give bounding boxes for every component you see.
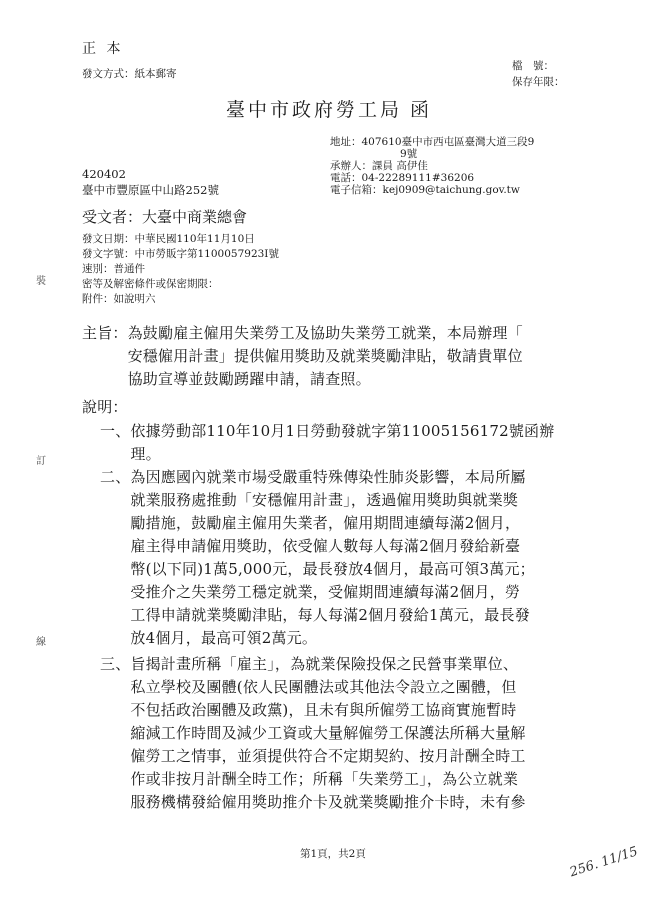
paragraph-line: 服務機構發給僱用獎助推介卡及就業獎勵推介卡時，未有參 — [100, 793, 526, 811]
margin-mark-line: 線 — [36, 637, 46, 648]
recipient-postal: 420402 — [82, 167, 126, 181]
paragraph-line: 受推介之失業勞工穩定就業，受僱期間連續每滿2個月，勞 — [100, 583, 521, 601]
issuing-org: 臺中市政府勞工局 — [226, 99, 403, 121]
phone: 電話：04-22289111#36206 — [330, 172, 475, 184]
recipient-name: 受文者：大臺中商業總會 — [82, 208, 248, 226]
margin-mark-staple: 訂 — [36, 456, 46, 467]
handler: 承辦人：課員 高伊佳 — [330, 160, 428, 172]
paragraph-line: 私立學校及團體(依人民團體法或其他法令設立之團體，但 — [100, 678, 517, 696]
doc-type: 函 — [410, 99, 433, 121]
attachment: 附件：如說明六 — [82, 293, 156, 305]
doc-number: 發文字號：中市勞販字第1100057923I號 — [82, 248, 279, 260]
paragraph-line: 工得申請就業獎勵津貼，每人每滿2個月發給1萬元，最長發 — [100, 606, 530, 624]
email: 電子信箱：kej0909@taichung.gov.tw — [330, 184, 520, 196]
page-number: 第1頁，共2頁 — [300, 848, 366, 860]
paragraph-line: 縮減工作時間及減少工資或大量解僱勞工保護法所稱大量解 — [100, 724, 526, 742]
paragraph-line: 一、依據勞動部110年10月1日勞動發就字第11005156172號函辦 — [100, 422, 555, 440]
paragraph-line: 不包括政治團體及政黨)，且未有與所僱勞工協商實施暫時 — [100, 701, 517, 719]
sender-address-cont: 9號 — [400, 148, 418, 160]
paragraph-line: 二、為因應國內就業市場受嚴重特殊傳染性肺炎影響，本局所屬 — [100, 468, 526, 486]
speed: 速別：普通件 — [82, 263, 145, 275]
paragraph-line: 三、旨揭計畫所稱「雇主」，為就業保險投保之民營事業單位、 — [100, 655, 519, 673]
paragraph-line: 僱勞工之情事，並須提供符合不定期契約、按月計酬全時工 — [100, 747, 526, 765]
paragraph-line: 放4個月，最高可領2萬元。 — [100, 629, 318, 647]
paragraph-line: 理。 — [100, 445, 161, 463]
subject-line: 協助宣導並鼓勵踴躍申請，請查照。 — [82, 370, 371, 388]
margin-mark-bind: 裝 — [36, 276, 46, 287]
subject-line: 安穩僱用計畫」提供僱用獎助及就業獎勵津貼，敬請貴單位 — [82, 347, 523, 365]
copy-mark: 正 本 — [82, 41, 124, 57]
paragraph-line: 作或非按月計酬全時工作；所稱「失業勞工」，為公立就業 — [100, 770, 519, 788]
handwritten-note: 256. 11/15 — [568, 844, 640, 881]
paragraph-line: 就業服務處推動「安穩僱用計畫」，透過僱用獎助與就業獎 — [100, 491, 519, 509]
recipient-address: 臺中市豐原區中山路252號 — [82, 183, 219, 197]
sender-address: 地址：407610臺中市西屯區臺灣大道三段9 — [330, 136, 535, 148]
send-method: 發文方式：紙本郵寄 — [82, 68, 177, 80]
retention-label: 保存年限： — [512, 76, 565, 88]
issue-date: 發文日期：中華民國110年11月10日 — [82, 233, 255, 245]
explanation-label: 說明： — [82, 398, 128, 416]
paragraph-line: 勵措施，鼓勵雇主僱用失業者，僱用期間連續每滿2個月， — [100, 514, 521, 532]
paragraph-line: 雇主得申請僱用獎助，依受僱人數每人每滿2個月發給新臺 — [100, 537, 521, 555]
security-level: 密等及解密條件或保密期限： — [82, 278, 219, 290]
file-number-label: 檔 號： — [512, 60, 554, 72]
paragraph-line: 幣(以下同)1萬5,000元，最長發放4個月，最高可領3萬元； — [100, 560, 535, 578]
subject-line: 主旨：為鼓勵雇主僱用失業勞工及協助失業勞工就業，本局辦理「 — [82, 324, 523, 342]
